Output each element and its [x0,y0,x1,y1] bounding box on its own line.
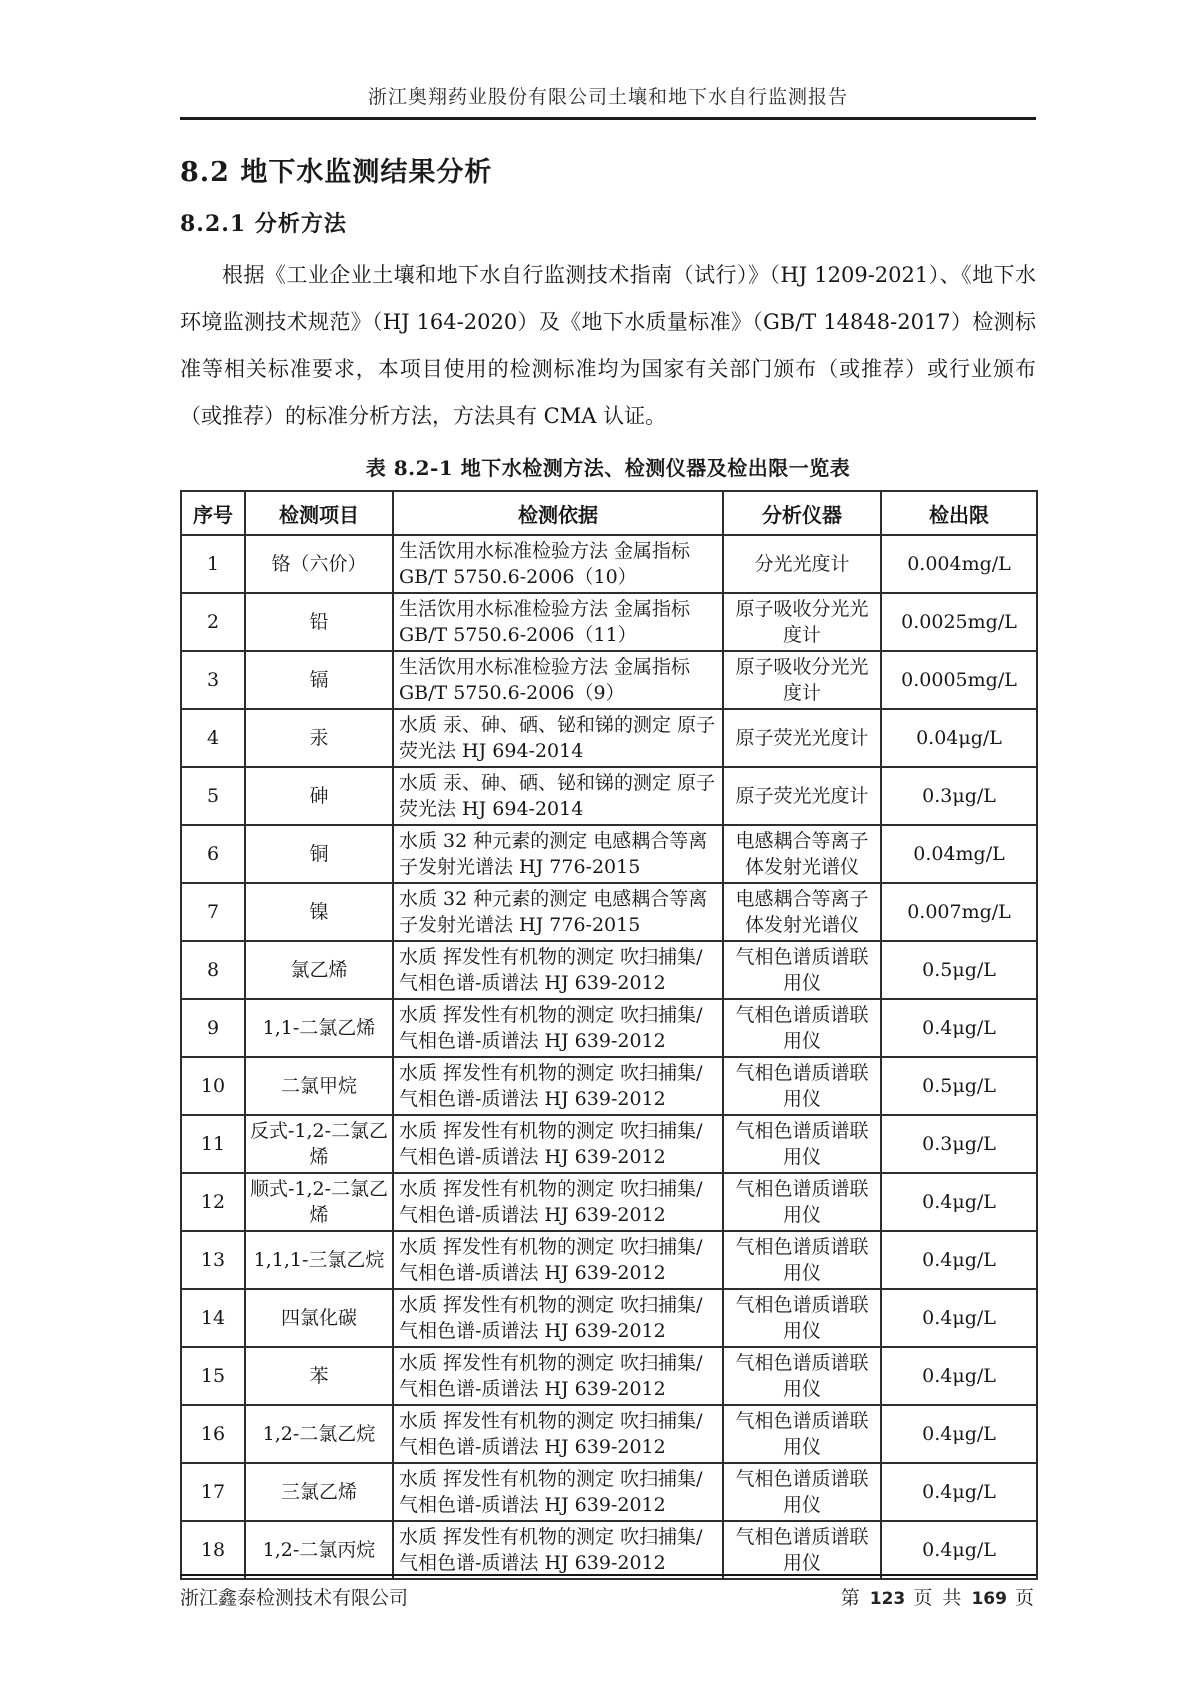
cell-basis: 水质 挥发性有机物的测定 吹扫捕集/气相色谱-质谱法 HJ 639-2012 [393,1231,723,1289]
footer-company: 浙江鑫泰检测技术有限公司 [180,1587,409,1609]
table-row [181,767,1037,825]
cell-index: 17 [181,1463,245,1521]
table-row [181,999,1037,1057]
cell-basis: 水质 32 种元素的测定 电感耦合等离子发射光谱法 HJ 776-2015 [393,825,723,883]
cell-limit: 0.4μg/L [881,1405,1037,1463]
cell-instrument: 分光光度计 [723,535,881,593]
table-body [181,535,1037,1579]
table-row [181,1347,1037,1405]
cell-index: 7 [181,883,245,941]
table-row [181,883,1037,941]
table-row [181,1463,1037,1521]
cell-item: 镍 [245,883,393,941]
cell-item: 氯乙烯 [245,941,393,999]
cell-instrument: 气相色谱质谱联用仪 [723,1115,881,1173]
cell-instrument: 气相色谱质谱联用仪 [723,1231,881,1289]
table-row [181,535,1037,593]
table-title: 表 8.2-1 地下水检测方法、检测仪器及检出限一览表 [365,456,851,480]
cell-item: 砷 [245,767,393,825]
cell-limit: 0.4μg/L [881,999,1037,1057]
cell-basis: 水质 挥发性有机物的测定 吹扫捕集/气相色谱-质谱法 HJ 639-2012 [393,1463,723,1521]
cell-item: 苯 [245,1347,393,1405]
table-row [181,1405,1037,1463]
cell-limit: 0.4μg/L [881,1289,1037,1347]
cell-instrument: 原子荧光光度计 [723,709,881,767]
cell-limit: 0.3μg/L [881,767,1037,825]
table-row [181,1231,1037,1289]
cell-basis: 水质 32 种元素的测定 电感耦合等离子发射光谱法 HJ 776-2015 [393,883,723,941]
cell-limit: 0.004mg/L [881,535,1037,593]
cell-basis: 水质 汞、砷、硒、铋和锑的测定 原子荧光法 HJ 694-2014 [393,767,723,825]
cell-limit: 0.4μg/L [881,1173,1037,1231]
cell-item: 顺式-1,2-二氯乙烯 [245,1173,393,1231]
cell-instrument: 原子吸收分光光度计 [723,593,881,651]
cell-index: 18 [181,1521,245,1579]
footer-total-pages: 169 [971,1589,1007,1609]
table-row [181,1173,1037,1231]
cell-instrument: 气相色谱质谱联用仪 [723,1521,881,1579]
cell-index: 13 [181,1231,245,1289]
section-heading: 8.2 地下水监测结果分析 [180,157,493,188]
cell-basis: 水质 挥发性有机物的测定 吹扫捕集/气相色谱-质谱法 HJ 639-2012 [393,1057,723,1115]
cell-basis: 水质 挥发性有机物的测定 吹扫捕集/气相色谱-质谱法 HJ 639-2012 [393,1289,723,1347]
table-row [181,825,1037,883]
footer-label-ye: 页 [913,1587,935,1609]
cell-instrument: 气相色谱质谱联用仪 [723,1463,881,1521]
cell-item: 反式-1,2-二氯乙烯 [245,1115,393,1173]
cell-basis: 水质 挥发性有机物的测定 吹扫捕集/气相色谱-质谱法 HJ 639-2012 [393,1405,723,1463]
cell-instrument: 气相色谱质谱联用仪 [723,1057,881,1115]
header-limit: 检出限 [881,491,1037,535]
cell-limit: 0.0025mg/L [881,593,1037,651]
cell-item: 汞 [245,709,393,767]
cell-instrument: 气相色谱质谱联用仪 [723,1347,881,1405]
cell-item: 1,2-二氯乙烷 [245,1405,393,1463]
header-index: 序号 [181,491,245,535]
cell-limit: 0.4μg/L [881,1231,1037,1289]
cell-index: 5 [181,767,245,825]
cell-basis: 生活饮用水标准检验方法 金属指标 GB/T 5750.6-2006（11） [393,593,723,651]
cell-instrument: 电感耦合等离子体发射光谱仪 [723,883,881,941]
cell-limit: 0.0005mg/L [881,651,1037,709]
subsection-heading: 8.2.1 分析方法 [180,211,347,237]
table-row [181,1289,1037,1347]
cell-instrument: 气相色谱质谱联用仪 [723,999,881,1057]
table-row [181,1521,1037,1579]
cell-limit: 0.4μg/L [881,1347,1037,1405]
cell-instrument: 原子吸收分光光度计 [723,651,881,709]
footer-label-di: 第 [840,1587,862,1609]
cell-limit: 0.4μg/L [881,1463,1037,1521]
cell-index: 12 [181,1173,245,1231]
body-paragraph: 根据《工业企业土壤和地下水自行监测技术指南（试行）》（HJ 1209-2021）、《地下水环境监测技术规范》（HJ 164-2020）及《地下水质量标准》（GB/T 14848-2017）检测标准等相关标准要求，本项目使用的检测标准均为国家有关部门颁布（或推荐）或行业颁布（或推荐）的标准分析方法，方法具有 CMA 认证。 [180,263,1036,428]
cell-item: 铅 [245,593,393,651]
cell-item: 1,1-二氯乙烯 [245,999,393,1057]
cell-instrument: 气相色谱质谱联用仪 [723,1173,881,1231]
cell-instrument: 气相色谱质谱联用仪 [723,1405,881,1463]
cell-item: 1,1,1-三氯乙烷 [245,1231,393,1289]
footer-label-gong: 共 [942,1587,964,1609]
cell-index: 2 [181,593,245,651]
cell-basis: 水质 挥发性有机物的测定 吹扫捕集/气相色谱-质谱法 HJ 639-2012 [393,1521,723,1579]
page-footer [180,1574,1036,1610]
cell-item: 三氯乙烯 [245,1463,393,1521]
cell-index: 1 [181,535,245,593]
cell-instrument: 气相色谱质谱联用仪 [723,1289,881,1347]
cell-limit: 0.04μg/L [881,709,1037,767]
cell-instrument: 气相色谱质谱联用仪 [723,941,881,999]
cell-basis: 水质 挥发性有机物的测定 吹扫捕集/气相色谱-质谱法 HJ 639-2012 [393,999,723,1057]
table-row [181,651,1037,709]
cell-item: 镉 [245,651,393,709]
cell-limit: 0.3μg/L [881,1115,1037,1173]
cell-index: 4 [181,709,245,767]
cell-index: 16 [181,1405,245,1463]
cell-instrument: 原子荧光光度计 [723,767,881,825]
footer-label-ye2: 页 [1014,1587,1036,1609]
cell-limit: 0.5μg/L [881,1057,1037,1115]
cell-item: 铬（六价） [245,535,393,593]
cell-item: 二氯甲烷 [245,1057,393,1115]
cell-limit: 0.007mg/L [881,883,1037,941]
page-header-title: 浙江奥翔药业股份有限公司土壤和地下水自行监测报告 [180,0,1036,120]
cell-basis: 生活饮用水标准检验方法 金属指标 GB/T 5750.6-2006（9） [393,651,723,709]
cell-index: 14 [181,1289,245,1347]
table-row [181,941,1037,999]
table-row [181,1115,1037,1173]
cell-basis: 水质 挥发性有机物的测定 吹扫捕集/气相色谱-质谱法 HJ 639-2012 [393,1115,723,1173]
detection-methods-table [180,490,1038,1580]
cell-limit: 0.04mg/L [881,825,1037,883]
cell-instrument: 电感耦合等离子体发射光谱仪 [723,825,881,883]
header-instrument: 分析仪器 [723,491,881,535]
page-content [180,0,1036,1580]
cell-basis: 生活饮用水标准检验方法 金属指标 GB/T 5750.6-2006（10） [393,535,723,593]
cell-basis: 水质 挥发性有机物的测定 吹扫捕集/气相色谱-质谱法 HJ 639-2012 [393,1347,723,1405]
cell-index: 8 [181,941,245,999]
cell-basis: 水质 挥发性有机物的测定 吹扫捕集/气相色谱-质谱法 HJ 639-2012 [393,1173,723,1231]
cell-index: 15 [181,1347,245,1405]
cell-limit: 0.5μg/L [881,941,1037,999]
cell-limit: 0.4μg/L [881,1521,1037,1579]
table-header-row [181,491,1037,535]
cell-basis: 水质 挥发性有机物的测定 吹扫捕集/气相色谱-质谱法 HJ 639-2012 [393,941,723,999]
cell-index: 3 [181,651,245,709]
cell-index: 10 [181,1057,245,1115]
table-row [181,593,1037,651]
cell-basis: 水质 汞、砷、硒、铋和锑的测定 原子荧光法 HJ 694-2014 [393,709,723,767]
cell-index: 9 [181,999,245,1057]
table-row [181,709,1037,767]
table-row [181,1057,1037,1115]
cell-item: 1,2-二氯丙烷 [245,1521,393,1579]
footer-page-indicator [841,1583,1036,1610]
cell-item: 四氯化碳 [245,1289,393,1347]
cell-index: 6 [181,825,245,883]
footer-page-number: 123 [869,1589,906,1609]
header-basis: 检测依据 [393,491,723,535]
cell-index: 11 [181,1115,245,1173]
cell-item: 铜 [245,825,393,883]
header-item: 检测项目 [245,491,393,535]
